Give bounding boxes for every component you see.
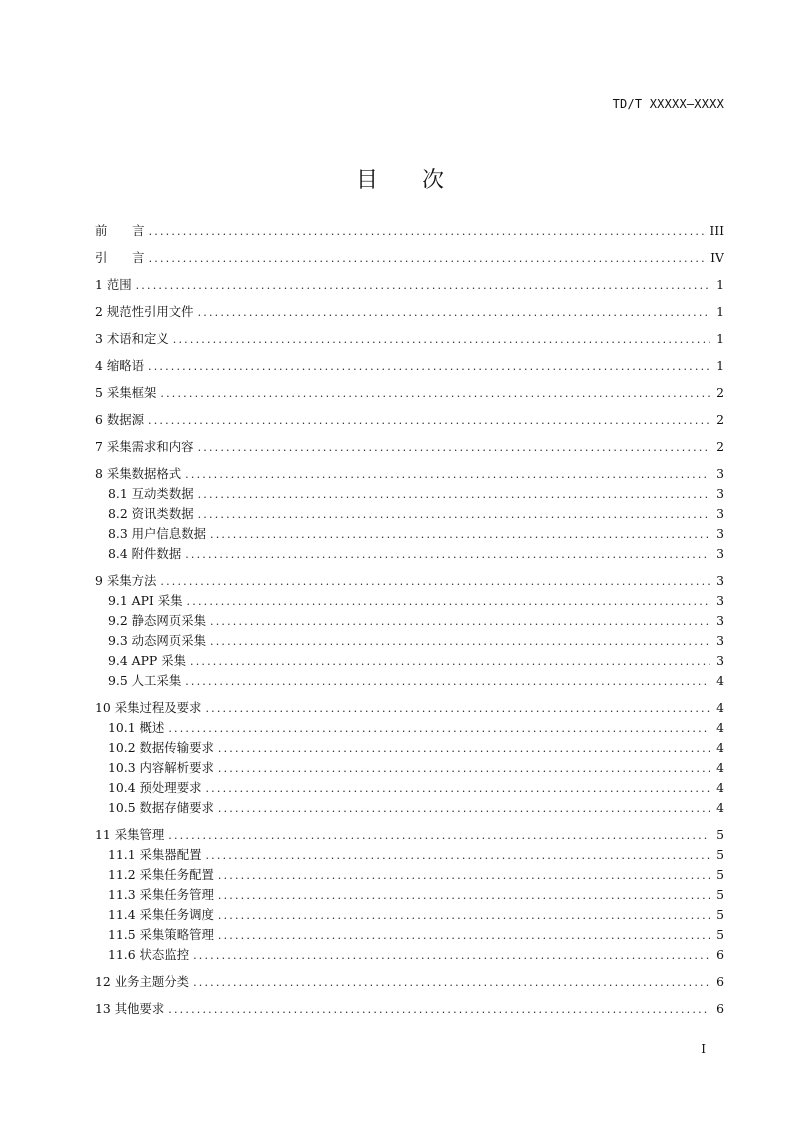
toc-leader-dots bbox=[185, 545, 710, 564]
toc-entry-page: 4 bbox=[716, 800, 724, 815]
toc-leader-dots bbox=[198, 505, 710, 524]
toc-entry[interactable] bbox=[95, 651, 724, 671]
toc-entry[interactable] bbox=[95, 544, 724, 564]
toc-entry-label: 11.3 采集任务管理 bbox=[108, 887, 214, 902]
toc-entry-page: 5 bbox=[716, 907, 724, 922]
toc-entry-page: 3 bbox=[716, 466, 724, 481]
toc-leader-dots bbox=[149, 249, 707, 268]
toc-leader-dots bbox=[210, 612, 710, 631]
toc-entry-page: 6 bbox=[716, 1001, 724, 1016]
toc-entry[interactable] bbox=[95, 356, 724, 376]
toc-leader-dots bbox=[218, 926, 710, 945]
toc-entry-label: 12 业务主题分类 bbox=[95, 974, 190, 989]
toc-leader-dots bbox=[185, 672, 710, 691]
toc-entry-page: 6 bbox=[716, 947, 724, 962]
toc-entry[interactable] bbox=[95, 631, 724, 651]
toc-leader-dots bbox=[198, 303, 710, 322]
toc-leader-dots bbox=[185, 465, 710, 484]
toc-leader-dots bbox=[210, 632, 710, 651]
toc-entry-page: 5 bbox=[716, 827, 724, 842]
toc-entry-page: 3 bbox=[716, 506, 724, 521]
toc-entry-label: 10.2 数据传输要求 bbox=[108, 740, 214, 755]
toc-entry-label: 10 采集过程及要求 bbox=[95, 700, 202, 715]
toc-leader-dots bbox=[148, 411, 710, 430]
toc-entry-label: 11.5 采集策略管理 bbox=[108, 927, 214, 942]
toc-leader-dots bbox=[160, 572, 710, 591]
toc-entry[interactable] bbox=[95, 845, 724, 865]
toc-leader-dots bbox=[218, 906, 710, 925]
toc-entry-label: 11.2 采集任务配置 bbox=[108, 867, 214, 882]
toc-entry-label: 8.2 资讯类数据 bbox=[108, 506, 194, 521]
toc-entry-page: 5 bbox=[716, 847, 724, 862]
page-number: I bbox=[701, 1042, 706, 1056]
toc-entry-label: 前 言 bbox=[95, 223, 145, 238]
toc-leader-dots bbox=[205, 699, 710, 718]
toc-entry-label: 9.1 API 采集 bbox=[108, 593, 183, 608]
toc-entry-page: 3 bbox=[716, 653, 724, 668]
toc-entry-page: III bbox=[709, 223, 724, 238]
toc-entry[interactable] bbox=[95, 504, 724, 524]
toc-leader-dots bbox=[168, 719, 710, 738]
toc-entry-label: 8.3 用户信息数据 bbox=[108, 526, 206, 541]
toc-leader-dots bbox=[173, 330, 710, 349]
toc-leader-dots bbox=[218, 759, 710, 778]
toc-entry[interactable] bbox=[95, 464, 724, 484]
toc-entry[interactable] bbox=[95, 972, 724, 992]
toc-entry-label: 10.5 数据存储要求 bbox=[108, 800, 214, 815]
toc-entry[interactable] bbox=[95, 865, 724, 885]
toc-entry-label: 11.4 采集任务调度 bbox=[108, 907, 214, 922]
toc-entry-page: 4 bbox=[716, 780, 724, 795]
toc-entry[interactable] bbox=[95, 798, 724, 818]
toc-leader-dots bbox=[205, 846, 710, 865]
page-title bbox=[0, 163, 800, 194]
toc-entry[interactable] bbox=[95, 329, 724, 349]
toc-leader-dots bbox=[218, 799, 710, 818]
document-code: TD/T XXXXX—XXXX bbox=[612, 97, 724, 111]
toc-leader-dots bbox=[187, 592, 710, 611]
toc-entry-label: 7 采集需求和内容 bbox=[95, 439, 194, 454]
toc-entry-page: 3 bbox=[716, 633, 724, 648]
toc-leader-dots bbox=[149, 222, 706, 241]
toc-entry-page: 1 bbox=[716, 358, 724, 373]
toc-entry-label: 4 缩略语 bbox=[95, 358, 144, 373]
toc-leader-dots bbox=[205, 779, 710, 798]
toc-leader-dots bbox=[210, 525, 710, 544]
toc-entry-page: 5 bbox=[716, 867, 724, 882]
toc-leader-dots bbox=[198, 438, 710, 457]
toc-leader-dots bbox=[136, 276, 710, 295]
toc-entry[interactable] bbox=[95, 698, 724, 718]
toc-leader-dots bbox=[168, 1000, 710, 1019]
toc-entry-label: 8.1 互动类数据 bbox=[108, 486, 194, 501]
toc-entry-page: 5 bbox=[716, 927, 724, 942]
toc-entry-label: 5 采集框架 bbox=[95, 385, 157, 400]
toc-entry-label: 9 采集方法 bbox=[95, 573, 157, 588]
toc-entry-page: 1 bbox=[716, 277, 724, 292]
toc-leader-dots bbox=[193, 973, 710, 992]
toc-entry-page: 4 bbox=[716, 760, 724, 775]
toc-entry-page: 3 bbox=[716, 593, 724, 608]
toc-entry-page: 1 bbox=[716, 304, 724, 319]
toc-entry-page: IV bbox=[710, 250, 724, 265]
toc-entry[interactable] bbox=[95, 221, 724, 241]
toc-entry[interactable] bbox=[95, 524, 724, 544]
toc-entry-label: 13 其他要求 bbox=[95, 1001, 165, 1016]
toc-entry-page: 6 bbox=[716, 974, 724, 989]
toc-entry-label: 2 规范性引用文件 bbox=[95, 304, 194, 319]
toc-entry-label: 引 言 bbox=[95, 250, 145, 265]
toc-leader-dots bbox=[218, 886, 710, 905]
toc-leader-dots bbox=[198, 485, 710, 504]
toc-leader-dots bbox=[168, 826, 710, 845]
toc-entry-page: 5 bbox=[716, 887, 724, 902]
toc-entry-page: 3 bbox=[716, 526, 724, 541]
toc-entry[interactable] bbox=[95, 778, 724, 798]
toc-entry[interactable] bbox=[95, 571, 724, 591]
toc-entry[interactable] bbox=[95, 591, 724, 611]
toc-entry-page: 3 bbox=[716, 546, 724, 561]
toc-entry-label: 10.3 内容解析要求 bbox=[108, 760, 214, 775]
toc-entry[interactable] bbox=[95, 302, 724, 322]
toc-entry[interactable] bbox=[95, 945, 724, 965]
toc-entry-page: 2 bbox=[716, 412, 724, 427]
toc-entry[interactable] bbox=[95, 383, 724, 403]
toc-entry-label: 10.1 概述 bbox=[108, 720, 165, 735]
toc-entry-label: 1 范围 bbox=[95, 277, 132, 292]
toc-entry-label: 11 采集管理 bbox=[95, 827, 165, 842]
toc-entry-page: 3 bbox=[716, 573, 724, 588]
toc-entry-label: 11.6 状态监控 bbox=[108, 947, 190, 962]
toc-leader-dots bbox=[218, 866, 710, 885]
toc-entry-label: 9.2 静态网页采集 bbox=[108, 613, 206, 628]
toc-entry-page: 3 bbox=[716, 486, 724, 501]
toc-entry-page: 2 bbox=[716, 439, 724, 454]
toc-entry-label: 10.4 预处理要求 bbox=[108, 780, 202, 795]
toc-leader-dots bbox=[193, 946, 710, 965]
toc-leader-dots bbox=[218, 739, 710, 758]
toc-leader-dots bbox=[160, 384, 710, 403]
toc-entry-label: 3 术语和定义 bbox=[95, 331, 169, 346]
toc-entry[interactable] bbox=[95, 905, 724, 925]
toc-entry-page: 4 bbox=[716, 740, 724, 755]
toc-entry-page: 1 bbox=[716, 331, 724, 346]
toc-leader-dots bbox=[190, 652, 710, 671]
toc-entry[interactable] bbox=[95, 999, 724, 1019]
toc-entry-page: 4 bbox=[716, 673, 724, 688]
toc-entry-page: 4 bbox=[716, 720, 724, 735]
toc-entry-label: 9.3 动态网页采集 bbox=[108, 633, 206, 648]
toc-entry-label: 8.4 附件数据 bbox=[108, 546, 182, 561]
toc-leader-dots bbox=[148, 357, 710, 376]
toc-entry-label: 6 数据源 bbox=[95, 412, 144, 427]
toc-entry[interactable] bbox=[95, 484, 724, 504]
toc-entry-page: 4 bbox=[716, 700, 724, 715]
toc-entry[interactable] bbox=[95, 671, 724, 691]
title-char-left: 目 bbox=[355, 168, 378, 193]
toc-entry[interactable] bbox=[95, 738, 724, 758]
toc-entry[interactable] bbox=[95, 825, 724, 845]
toc-entry-label: 9.5 人工采集 bbox=[108, 673, 182, 688]
title-char-right: 次 bbox=[422, 168, 445, 193]
toc-entry-page: 3 bbox=[716, 613, 724, 628]
toc-entry[interactable] bbox=[95, 718, 724, 738]
toc-entry-label: 11.1 采集器配置 bbox=[108, 847, 202, 862]
toc-entry[interactable] bbox=[95, 410, 724, 430]
toc-entry[interactable] bbox=[95, 885, 724, 905]
table-of-contents bbox=[95, 221, 724, 1019]
toc-entry-page: 2 bbox=[716, 385, 724, 400]
toc-entry[interactable] bbox=[95, 611, 724, 631]
toc-entry[interactable] bbox=[95, 275, 724, 295]
toc-entry[interactable] bbox=[95, 437, 724, 457]
toc-entry-label: 8 采集数据格式 bbox=[95, 466, 182, 481]
toc-entry[interactable] bbox=[95, 925, 724, 945]
toc-entry-label: 9.4 APP 采集 bbox=[108, 653, 186, 668]
toc-entry[interactable] bbox=[95, 248, 724, 268]
toc-entry[interactable] bbox=[95, 758, 724, 778]
